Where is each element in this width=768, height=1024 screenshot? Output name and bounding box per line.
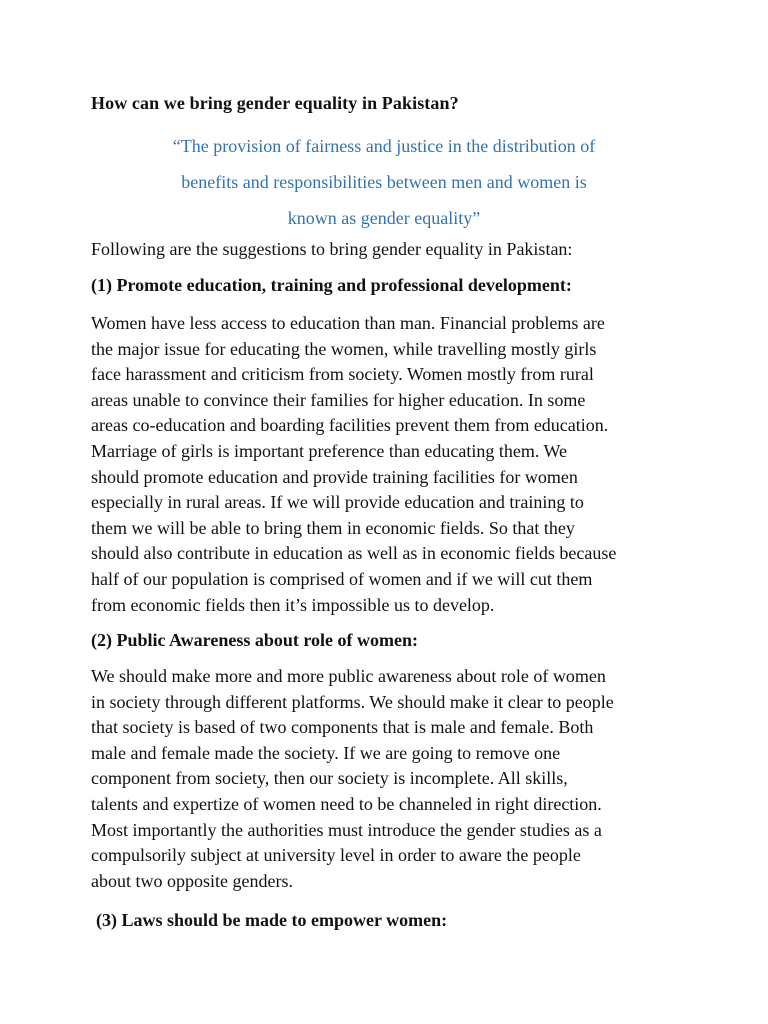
paragraph-line: We should make more and more public awareness about role of women <box>91 666 606 686</box>
section-paragraph-awareness <box>91 664 614 894</box>
paragraph-line: Women have less access to education than man. Financial problems are <box>91 313 605 333</box>
paragraph-line: talents and expertize of women need to be channeled in right direction. <box>91 793 602 814</box>
paragraph-line: compulsorily subject at university level in order to aware the people <box>91 845 581 866</box>
paragraph-line: areas co-education and boarding facilities prevent them from education. <box>91 415 609 436</box>
section-heading-awareness: (2) Public Awareness about role of women: <box>91 630 418 650</box>
section-heading-laws: (3) Laws should be made to empower women: <box>96 910 448 930</box>
paragraph-line: male and female made the society. If we are going to remove one <box>91 742 561 763</box>
paragraph-line: areas unable to convince their families for higher education. In some <box>91 389 586 410</box>
section-paragraph-education <box>91 311 616 618</box>
paragraph-line: especially in rural areas. If we will provide education and training to <box>91 492 584 513</box>
quote-line: “The provision of fairness and justice in the distribution of <box>172 136 596 156</box>
paragraph-line: Marriage of girls is important preference than educating them. We <box>91 440 568 461</box>
paragraph-line: that society is based of two components that is male and female. Both <box>91 717 594 738</box>
paragraph-line: in society through different platforms. We should make it clear to people <box>91 691 614 712</box>
quote-line: known as gender equality” <box>287 208 481 228</box>
paragraph-line: from economic fields then it’s impossible us to develop. <box>91 594 495 615</box>
paragraph-line: face harassment and criticism from society. Women mostly from rural <box>91 364 594 385</box>
paragraph-line: them we will be able to bring them in economic fields. So that they <box>91 517 575 538</box>
document-title: How can we bring gender equality in Pakistan? <box>91 93 459 113</box>
quote-line: benefits and responsibilities between men and women is <box>181 172 587 192</box>
paragraph-line: should promote education and provide training facilities for women <box>91 466 578 487</box>
paragraph-line: the major issue for educating the women, while travelling mostly girls <box>91 338 597 359</box>
definition-quote <box>0 128 768 236</box>
paragraph-line: half of our population is comprised of women and if we will cut them <box>91 568 593 589</box>
paragraph-line: should also contribute in education as well as in economic fields because <box>91 543 617 564</box>
paragraph-line: about two opposite genders. <box>91 870 293 891</box>
paragraph-line: Most importantly the authorities must introduce the gender studies as a <box>91 819 602 840</box>
paragraph-line: component from society, then our society is incomplete. All skills, <box>91 768 568 789</box>
section-heading-education: (1) Promote education, training and professional development: <box>91 275 572 295</box>
intro-text: Following are the suggestions to bring gender equality in Pakistan: <box>91 239 573 259</box>
